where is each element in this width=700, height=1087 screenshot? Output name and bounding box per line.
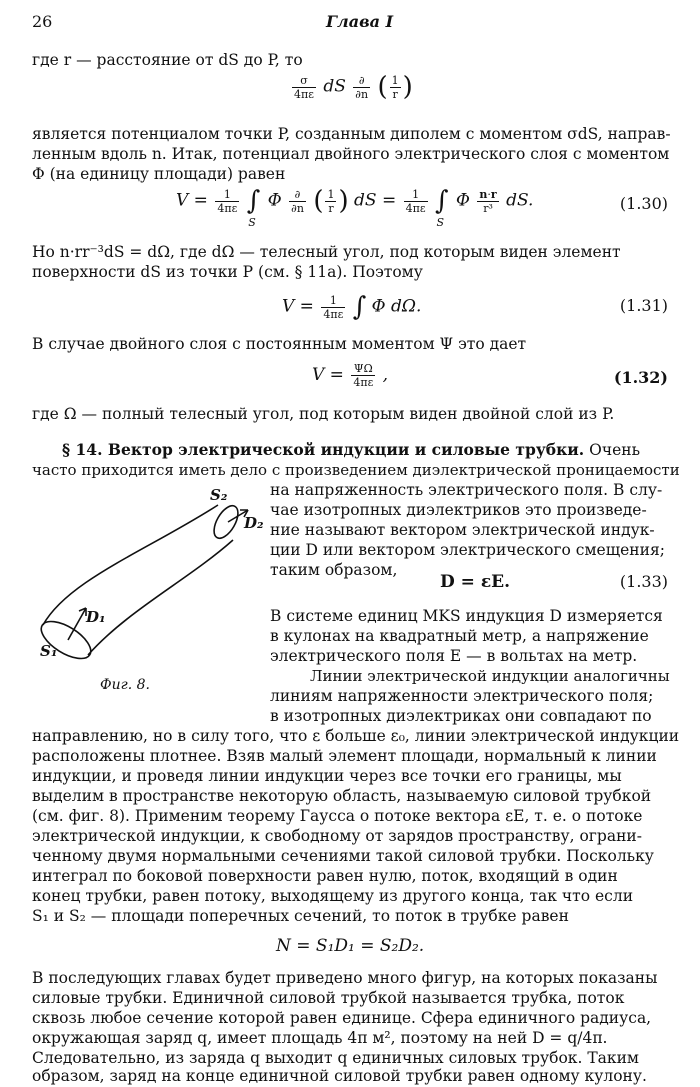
paragraph-line: является потенциалом точки P, созданным диполем с моментом σdS, направ-: [32, 125, 671, 143]
paragraph-line: силовые трубки. Единичной силовой трубкой называется трубка, поток: [32, 989, 625, 1007]
paragraph-line: ции D или вектором электрического смещения;: [270, 541, 665, 559]
paragraph-line: интеграл по боковой поверхности равен нулю, поток, входящий в один: [32, 867, 618, 885]
paragraph-line: чае изотропных диэлектриков это произведе-: [270, 501, 647, 519]
paragraph-line: ние называют вектором электрической индук-: [270, 521, 655, 539]
equation-number: (1.32): [613, 368, 668, 387]
paragraph-line: на напряженность электрического поля. В слу-: [270, 481, 663, 499]
equation-1-33: D = εE.: [440, 572, 511, 592]
figure-force-tube: [28, 480, 273, 670]
label-d2: D₂: [244, 514, 264, 532]
section-first-line-rest: Очень: [589, 441, 641, 459]
paragraph-line: в изотропных диэлектриках они совпадают по: [270, 707, 652, 725]
tube-upper-edge: [43, 505, 218, 625]
equation-1-31: V = $\frac{1}{4\pi\varepsilon}$ ∫ Φ dΩ.: [282, 292, 422, 322]
running-head: Глава I: [326, 12, 394, 31]
paragraph-line: поверхности dS из точки P (см. § 11а). Поэтому: [32, 263, 423, 281]
paragraph-line: линиям напряженности электрического поля;: [270, 687, 654, 705]
paragraph-line: выделим в пространстве некоторую область, называемую силовой трубкой: [32, 787, 652, 805]
paragraph-line: таким образом,: [270, 561, 398, 579]
paragraph-line: электрического поля E — в вольтах на метр.: [270, 647, 638, 665]
paragraph-line: образом, заряд на конце единичной силовой трубки равен одному кулону.: [32, 1067, 647, 1085]
paragraph-line: В системе единиц MKS индукция D измеряется: [270, 607, 663, 625]
paragraph-line: расположены плотнее. Взяв малый элемент площади, нормальный к линии: [32, 747, 657, 765]
paragraph-line: (см. фиг. 8). Применим теорему Гаусса о потоке вектора εE, т. е. о потоке: [32, 807, 643, 825]
paragraph-line: ченному двумя нормальными сечениями такой силовой трубки. Поскольку: [32, 847, 654, 865]
label-s2: S₂: [210, 486, 228, 504]
paragraph-line: часто приходится иметь дело с произведением диэлектрической проницаемости: [32, 461, 680, 479]
section-heading: [62, 440, 640, 460]
equation-flux: N = S₁D₁ = S₂D₂.: [276, 936, 425, 956]
label-d1: D₁: [86, 608, 106, 626]
equation-number: (1.31): [619, 296, 668, 315]
section-title: § 14. Вектор электрической индукции и силовые трубки.: [62, 440, 585, 459]
paragraph-line: направлению, но в силу того, что ε больше ε₀, линии электрической индукции: [32, 727, 680, 745]
arrow-d1: [68, 608, 86, 640]
paragraph-line: конец трубки, равен потоку, выходящему из другого конца, так что если: [32, 887, 634, 905]
paragraph-line: В последующих главах будет приведено много фигур, на которых показаны: [32, 969, 658, 987]
paragraph-line: электрической индукции, к свободному от зарядов пространству, ограни-: [32, 827, 642, 845]
paragraph-line: Следовательно, из заряда q выходит q единичных силовых трубок. Таким: [32, 1049, 639, 1067]
equation-dipole: $\frac{\sigma}{4\pi\varepsilon}$ dS $\frac{\partial}{\partial n}$ ( $\frac{1}{r}$ ): [294, 72, 413, 102]
paragraph-line: В случае двойного слоя с постоянным моментом Ψ это дает: [32, 335, 527, 353]
paragraph-line: Но n·rr⁻³dS = dΩ, где dΩ — телесный угол, под которым виден элемент: [32, 243, 621, 261]
paragraph-line: где Ω — полный телесный угол, под которым виден двойной слой из P.: [32, 405, 615, 423]
equation-1-30: V = $\frac{1}{4\pi\varepsilon}$ $\int_S\Phi$ $\frac{\partial}{\partial n}$ ( $\frac{1}{r}$ ) dS = $\frac{1}{4\pi\varepsilon}$ $\int_S\Phi$ $\frac{n\cdot r}{\text{r³}}$ dS.: [176, 186, 534, 229]
figure-caption: Фиг. 8.: [100, 677, 150, 693]
paragraph-line: индукции, и проведя линии индукции через все точки его границы, мы: [32, 767, 622, 785]
equation-number: (1.30): [619, 194, 668, 213]
paragraph-line: ленным вдоль n. Итак, потенциал двойного электрического слоя с моментом: [32, 145, 670, 163]
page-number: 26: [32, 12, 53, 31]
paragraph-line: где r — расстояние от dS до P, то: [32, 51, 303, 69]
paragraph-line: в кулонах на квадратный метр, а напряжение: [270, 627, 649, 645]
equation-number: (1.33): [619, 572, 668, 591]
paragraph-line: Линии электрической индукции аналогичны: [310, 667, 670, 685]
equation-1-32: V = $\frac{\Psi\Omega}{4\pi\varepsilon}$ ,: [312, 362, 389, 389]
paragraph-line: окружающая заряд q, имеет площадь 4π м², поэтому на ней D = q/4π.: [32, 1029, 608, 1047]
paragraph-line: Φ (на единицу площади) равен: [32, 165, 286, 183]
paragraph-line: S₁ и S₂ — площади поперечных сечений, то поток в трубке равен: [32, 907, 569, 925]
paragraph-line: сквозь любое сечение которой равен единице. Сфера единичного радиуса,: [32, 1009, 652, 1027]
tube-lower-edge: [88, 540, 233, 655]
label-s1: S₁: [40, 642, 58, 660]
